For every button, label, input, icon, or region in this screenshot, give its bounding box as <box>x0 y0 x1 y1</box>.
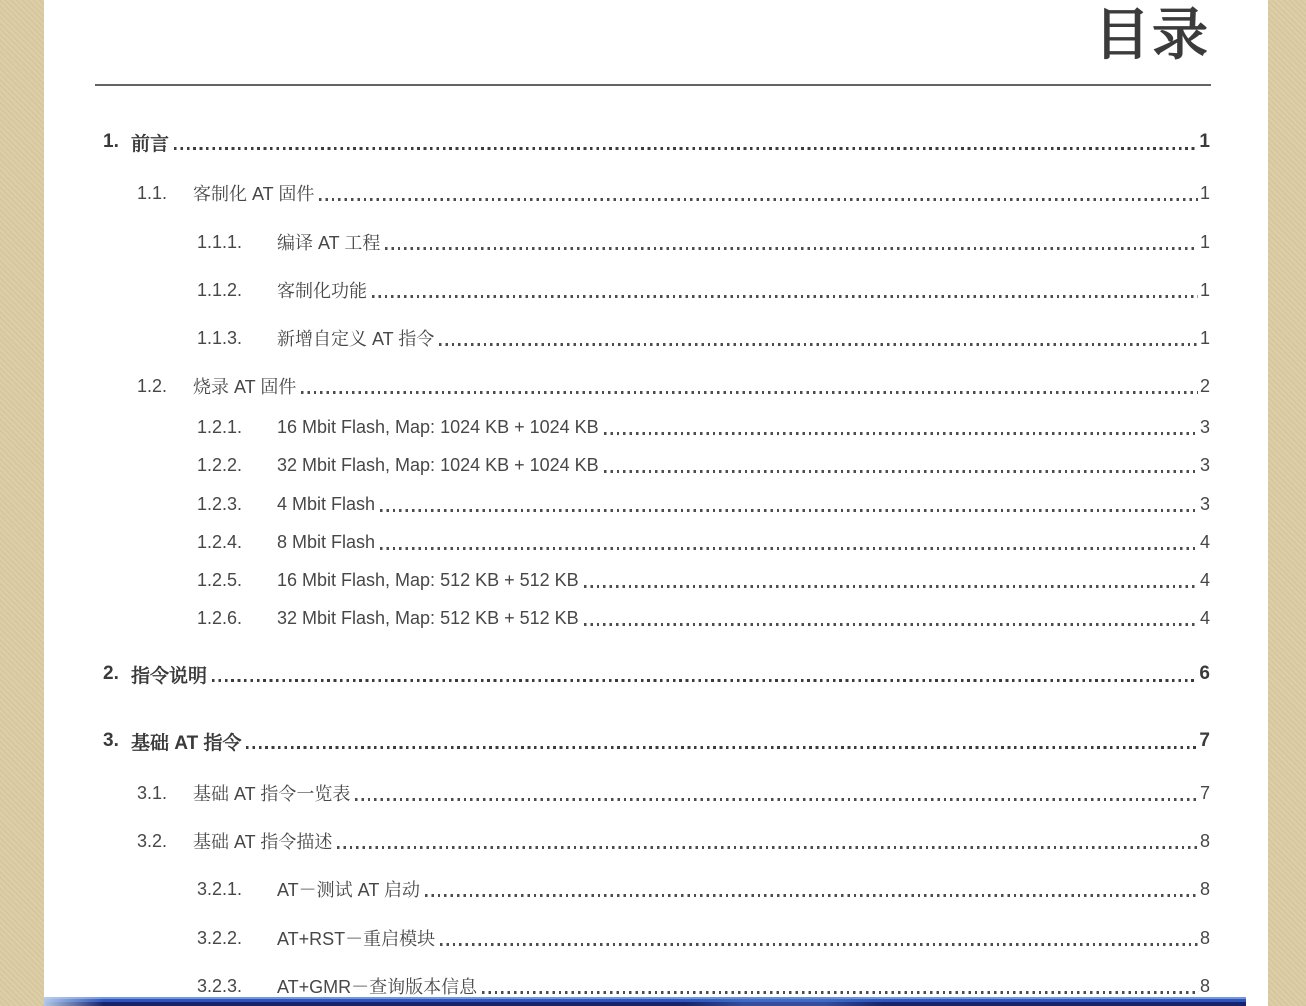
toc-entry-number: 3. <box>103 730 119 751</box>
dot-leader <box>355 798 1198 801</box>
toc-entry-3-2-3[interactable] <box>44 973 1268 999</box>
toc-entry-number: 1.1. <box>137 182 168 203</box>
toc-entry-page: 1 <box>1199 279 1210 300</box>
toc-entry-label: 16 Mbit Flash, Map: 1024 KB + 1024 KB <box>277 416 599 437</box>
dot-leader <box>301 391 1198 394</box>
toc-entry-3-2-1[interactable] <box>44 876 1268 902</box>
toc-entry-label: 指令说明 <box>131 665 208 687</box>
dot-leader <box>385 247 1198 250</box>
underlying-window-top-edge[interactable] <box>44 997 1246 1006</box>
toc-entry-page: 3 <box>1199 493 1210 514</box>
dot-leader <box>584 585 1198 588</box>
toc-entry-label: 新增自定义 AT 指令 <box>277 329 435 349</box>
dot-leader <box>380 547 1198 550</box>
toc-entry-page: 8 <box>1199 927 1210 948</box>
toc-entry-page: 3 <box>1199 454 1210 475</box>
toc-entry-page: 8 <box>1199 878 1210 899</box>
toc-entry-1-1-3[interactable] <box>44 325 1268 351</box>
toc-entry-1-2-4[interactable] <box>44 529 1268 555</box>
dot-leader <box>584 623 1198 626</box>
toc-entry-number: 1.1.1. <box>197 231 243 252</box>
toc-entry-page: 1 <box>1199 182 1210 203</box>
document-page <box>44 0 1268 1006</box>
toc-entry-label: 基础 AT 指令 <box>131 732 242 754</box>
toc-entry-page: 8 <box>1199 975 1210 996</box>
toc-entry-page: 7 <box>1199 782 1210 803</box>
toc-entry-1-1[interactable] <box>44 180 1268 206</box>
toc-entry-label: 4 Mbit Flash <box>277 493 376 514</box>
toc-entry-label: 编译 AT 工程 <box>277 233 381 253</box>
toc-entry-number: 3.1. <box>137 782 168 803</box>
toc-entry-number: 1.2.6. <box>197 607 243 628</box>
dot-leader <box>212 679 1197 682</box>
dot-leader <box>319 198 1198 201</box>
toc-entry-label: 客制化 AT 固件 <box>193 184 315 204</box>
toc-entry-3-1[interactable] <box>44 780 1268 806</box>
toc-entry-page: 7 <box>1199 730 1210 751</box>
toc-entry-1-2-3[interactable] <box>44 491 1268 517</box>
toc-entry-1-2-6[interactable] <box>44 605 1268 631</box>
dot-leader <box>604 432 1198 435</box>
toc-entry-number: 1.1.3. <box>197 327 243 348</box>
toc-entry-page: 1 <box>1199 327 1210 348</box>
dot-leader <box>372 295 1198 298</box>
toc-entry-label: 基础 AT 指令描述 <box>193 832 333 852</box>
toc-entry-label: AT+RST－重启模块 <box>277 929 436 949</box>
toc-entry-label: 烧录 AT 固件 <box>193 377 297 397</box>
toc-entry-2[interactable] <box>44 661 1268 687</box>
dot-leader <box>380 509 1198 512</box>
toc-entry-page: 1 <box>1199 131 1210 152</box>
toc-entry-number: 1.2.2. <box>197 454 243 475</box>
toc-entry-1[interactable] <box>44 129 1268 155</box>
toc-entry-label: 16 Mbit Flash, Map: 512 KB + 512 KB <box>277 569 579 590</box>
toc-entry-1-1-2[interactable] <box>44 277 1268 303</box>
toc-entry-label: AT+GMR－查询版本信息 <box>277 977 478 997</box>
toc-page-title: 目录 <box>1094 3 1210 66</box>
toc-entry-label: AT－测试 AT 启动 <box>277 880 421 900</box>
toc-entry-number: 1.1.2. <box>197 279 243 300</box>
toc-entry-3[interactable] <box>44 728 1268 754</box>
toc-entry-number: 1.2.1. <box>197 416 243 437</box>
toc-entry-page: 4 <box>1199 569 1210 590</box>
toc-entry-1-2-1[interactable] <box>44 414 1268 440</box>
toc-entry-3-2-2[interactable] <box>44 925 1268 951</box>
toc-entry-label: 基础 AT 指令一览表 <box>193 784 351 804</box>
dot-leader <box>482 991 1198 994</box>
toc-entry-number: 3.2. <box>137 830 168 851</box>
toc-entry-3-2[interactable] <box>44 828 1268 854</box>
toc-entry-1-1-1[interactable] <box>44 229 1268 255</box>
toc-entry-label: 前言 <box>131 133 170 155</box>
toc-entry-label: 32 Mbit Flash, Map: 1024 KB + 1024 KB <box>277 454 599 475</box>
toc-entry-page: 6 <box>1199 663 1210 684</box>
toc-entry-number: 3.2.2. <box>197 927 243 948</box>
toc-entry-page: 4 <box>1199 531 1210 552</box>
dot-leader <box>604 470 1198 473</box>
toc-entry-number: 1.2.4. <box>197 531 243 552</box>
dot-leader <box>174 147 1197 150</box>
dot-leader <box>439 343 1198 346</box>
dot-leader <box>246 746 1197 749</box>
toc-entry-label: 8 Mbit Flash <box>277 531 376 552</box>
dot-leader <box>337 846 1198 849</box>
toc-entry-page: 3 <box>1199 416 1210 437</box>
toc-entry-number: 2. <box>103 663 119 684</box>
toc-entry-number: 1.2.5. <box>197 569 243 590</box>
dot-leader <box>440 943 1198 946</box>
toc-entry-number: 1. <box>103 131 119 152</box>
toc-entry-page: 1 <box>1199 231 1210 252</box>
toc-entry-1-2-5[interactable] <box>44 567 1268 593</box>
toc-entry-number: 3.2.3. <box>197 975 243 996</box>
toc-entry-number: 1.2. <box>137 375 168 396</box>
toc-entry-number: 3.2.1. <box>197 878 243 899</box>
toc-entry-label: 32 Mbit Flash, Map: 512 KB + 512 KB <box>277 607 579 628</box>
table-of-contents <box>44 0 1268 1006</box>
toc-entry-page: 4 <box>1199 607 1210 628</box>
toc-entry-page: 2 <box>1199 375 1210 396</box>
dot-leader <box>425 894 1198 897</box>
toc-entry-1-2[interactable] <box>44 373 1268 399</box>
toc-entry-page: 8 <box>1199 830 1210 851</box>
toc-entry-number: 1.2.3. <box>197 493 243 514</box>
toc-entry-1-2-2[interactable] <box>44 452 1268 478</box>
toc-entry-label: 客制化功能 <box>277 281 367 301</box>
